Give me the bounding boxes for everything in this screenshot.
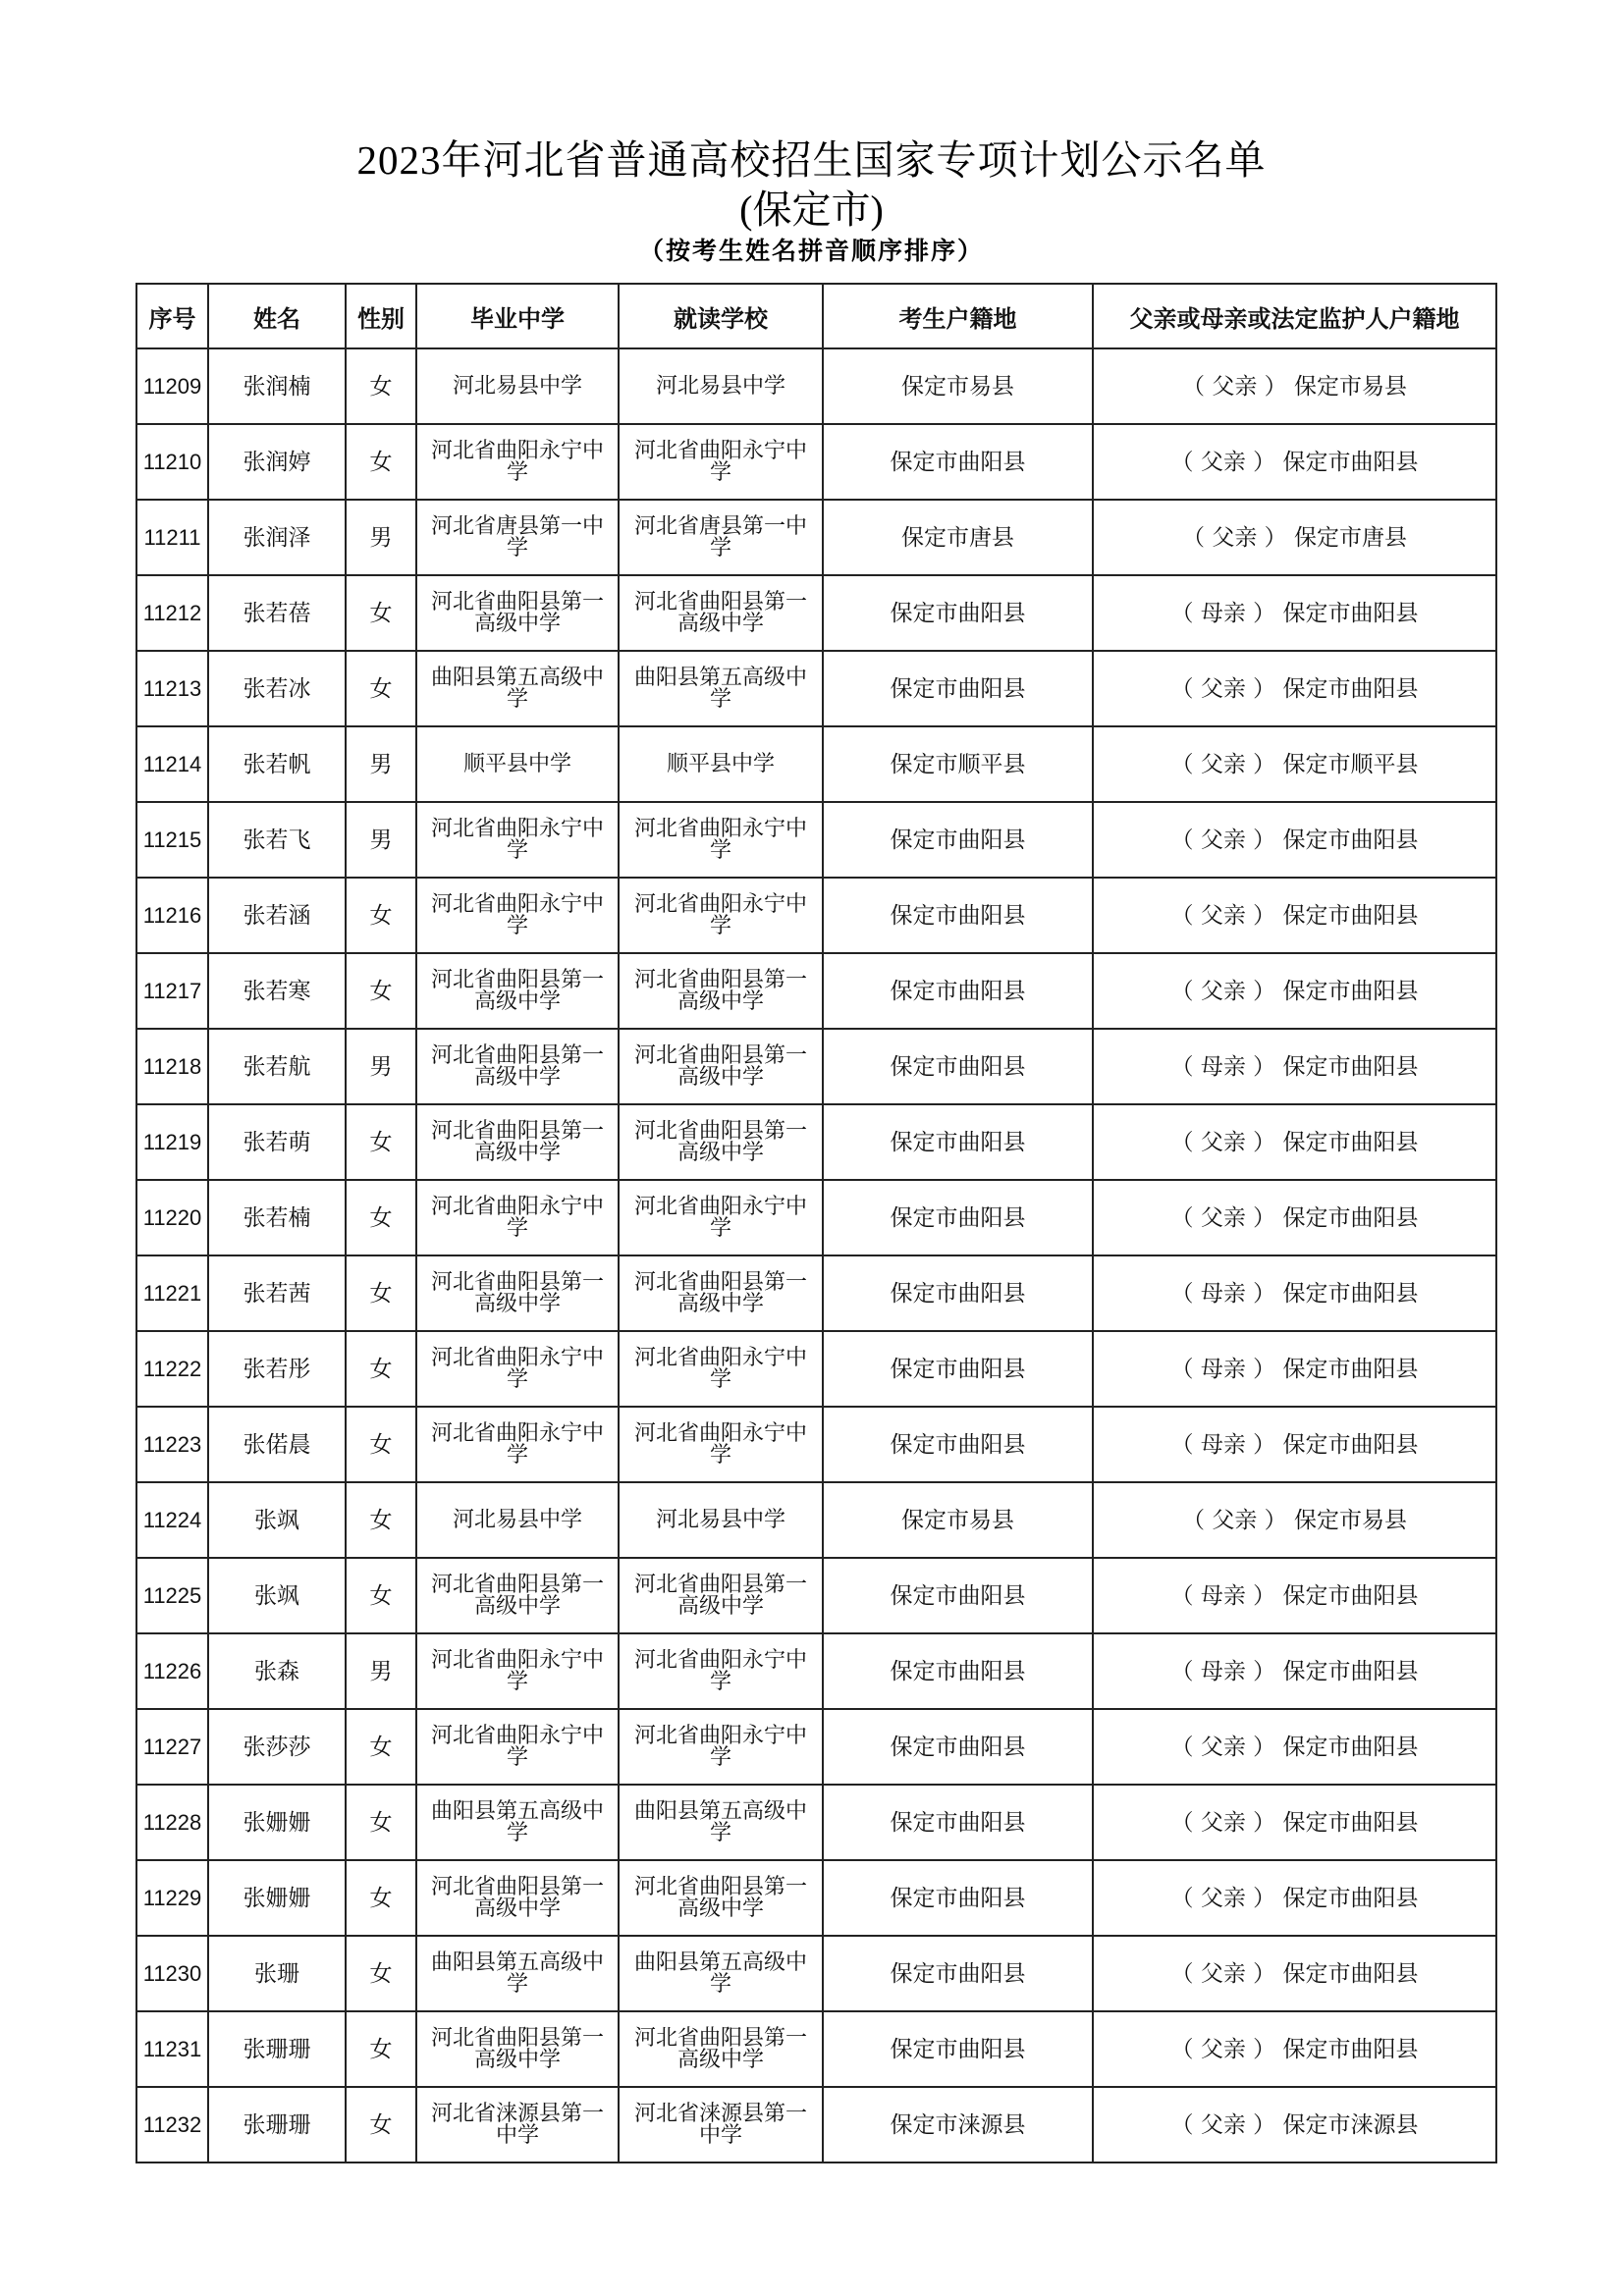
guardian-registration: （ 母亲 ） 保定市曲阳县 xyxy=(1093,1633,1496,1709)
row-index: 11229 xyxy=(136,1860,208,1936)
graduation-school: 河北省曲阳县第一高级中学 xyxy=(416,1104,619,1180)
student-name: 张若航 xyxy=(208,1029,346,1104)
table-header-row xyxy=(136,284,1496,348)
table-row xyxy=(136,1633,1496,1709)
current-school: 河北省曲阳县第一高级中学 xyxy=(619,575,823,651)
row-index: 11222 xyxy=(136,1331,208,1407)
household-registration: 保定市曲阳县 xyxy=(823,1633,1093,1709)
table-row xyxy=(136,953,1496,1029)
graduation-school: 河北省曲阳县第一高级中学 xyxy=(416,1558,619,1633)
gender: 女 xyxy=(346,348,416,424)
table-row xyxy=(136,1331,1496,1407)
gender: 女 xyxy=(346,1936,416,2011)
graduation-school: 河北省曲阳永宁中学 xyxy=(416,1633,619,1709)
graduation-school: 河北省唐县第一中学 xyxy=(416,500,619,575)
row-index: 11219 xyxy=(136,1104,208,1180)
current-school: 曲阳县第五高级中学 xyxy=(619,651,823,726)
gender: 男 xyxy=(346,500,416,575)
graduation-school: 河北省曲阳永宁中学 xyxy=(416,1407,619,1482)
row-index: 11225 xyxy=(136,1558,208,1633)
row-index: 11230 xyxy=(136,1936,208,2011)
current-school: 河北易县中学 xyxy=(619,1482,823,1558)
student-name: 张偌晨 xyxy=(208,1407,346,1482)
table-row xyxy=(136,1936,1496,2011)
household-registration: 保定市曲阳县 xyxy=(823,953,1093,1029)
guardian-registration: （ 父亲 ） 保定市顺平县 xyxy=(1093,726,1496,802)
student-name: 张润楠 xyxy=(208,348,346,424)
current-school: 河北省曲阳县第一高级中学 xyxy=(619,2011,823,2087)
household-registration: 保定市曲阳县 xyxy=(823,878,1093,953)
row-index: 11228 xyxy=(136,1785,208,1860)
header-graduation-school: 毕业中学 xyxy=(416,284,619,348)
row-index: 11231 xyxy=(136,2011,208,2087)
graduation-school: 顺平县中学 xyxy=(416,726,619,802)
header-household-registration: 考生户籍地 xyxy=(823,284,1093,348)
guardian-registration: （ 母亲 ） 保定市曲阳县 xyxy=(1093,575,1496,651)
row-index: 11213 xyxy=(136,651,208,726)
table-row xyxy=(136,1860,1496,1936)
guardian-registration: （ 母亲 ） 保定市曲阳县 xyxy=(1093,1331,1496,1407)
table-row xyxy=(136,726,1496,802)
table-row xyxy=(136,424,1496,500)
guardian-registration: （ 母亲 ） 保定市曲阳县 xyxy=(1093,1558,1496,1633)
graduation-school: 河北省曲阳县第一高级中学 xyxy=(416,575,619,651)
sort-note: （按考生姓名拼音顺序排序） xyxy=(638,237,984,265)
household-registration: 保定市涞源县 xyxy=(823,2087,1093,2163)
household-registration: 保定市曲阳县 xyxy=(823,1029,1093,1104)
household-registration: 保定市曲阳县 xyxy=(823,802,1093,878)
current-school: 河北省曲阳永宁中学 xyxy=(619,802,823,878)
header-current-school: 就读学校 xyxy=(619,284,823,348)
current-school: 河北省曲阳县第一高级中学 xyxy=(619,1558,823,1633)
gender: 女 xyxy=(346,1407,416,1482)
gender: 女 xyxy=(346,1558,416,1633)
current-school: 河北省曲阳县第一高级中学 xyxy=(619,1255,823,1331)
gender: 女 xyxy=(346,575,416,651)
graduation-school: 河北省曲阳永宁中学 xyxy=(416,1709,619,1785)
student-name: 张若蓓 xyxy=(208,575,346,651)
graduation-school: 河北省曲阳永宁中学 xyxy=(416,424,619,500)
table-row xyxy=(136,1180,1496,1255)
row-index: 11210 xyxy=(136,424,208,500)
gender: 女 xyxy=(346,1104,416,1180)
graduation-school: 河北易县中学 xyxy=(416,348,619,424)
header-name: 姓名 xyxy=(208,284,346,348)
row-index: 11209 xyxy=(136,348,208,424)
gender: 女 xyxy=(346,651,416,726)
guardian-registration: （ 父亲 ） 保定市曲阳县 xyxy=(1093,1860,1496,1936)
guardian-registration: （ 父亲 ） 保定市曲阳县 xyxy=(1093,1936,1496,2011)
candidate-table xyxy=(135,283,1497,2163)
document-title: 2023年河北省普通高校招生国家专项计划公示名单 xyxy=(356,137,1267,183)
gender: 女 xyxy=(346,1709,416,1785)
household-registration: 保定市曲阳县 xyxy=(823,1860,1093,1936)
table-row xyxy=(136,1255,1496,1331)
student-name: 张飒 xyxy=(208,1558,346,1633)
current-school: 河北省曲阳县第一高级中学 xyxy=(619,1860,823,1936)
household-registration: 保定市顺平县 xyxy=(823,726,1093,802)
student-name: 张飒 xyxy=(208,1482,346,1558)
student-name: 张若冰 xyxy=(208,651,346,726)
student-name: 张若楠 xyxy=(208,1180,346,1255)
student-name: 张姗姗 xyxy=(208,1860,346,1936)
current-school: 河北省曲阳县第一高级中学 xyxy=(619,1029,823,1104)
student-name: 张若帆 xyxy=(208,726,346,802)
table-row xyxy=(136,1407,1496,1482)
current-school: 曲阳县第五高级中学 xyxy=(619,1785,823,1860)
gender: 女 xyxy=(346,424,416,500)
table-row xyxy=(136,1104,1496,1180)
graduation-school: 河北省曲阳永宁中学 xyxy=(416,802,619,878)
guardian-registration: （ 母亲 ） 保定市曲阳县 xyxy=(1093,1407,1496,1482)
student-name: 张珊 xyxy=(208,1936,346,2011)
guardian-registration: （ 父亲 ） 保定市曲阳县 xyxy=(1093,878,1496,953)
current-school: 河北省曲阳永宁中学 xyxy=(619,1633,823,1709)
graduation-school: 曲阳县第五高级中学 xyxy=(416,651,619,726)
student-name: 张若涵 xyxy=(208,878,346,953)
graduation-school: 河北省曲阳永宁中学 xyxy=(416,878,619,953)
document-subtitle: (保定市) xyxy=(739,187,884,232)
current-school: 河北省曲阳永宁中学 xyxy=(619,1180,823,1255)
household-registration: 保定市曲阳县 xyxy=(823,651,1093,726)
current-school: 河北省唐县第一中学 xyxy=(619,500,823,575)
table-row xyxy=(136,1482,1496,1558)
row-index: 11218 xyxy=(136,1029,208,1104)
guardian-registration: （ 父亲 ） 保定市易县 xyxy=(1093,1482,1496,1558)
guardian-registration: （ 父亲 ） 保定市曲阳县 xyxy=(1093,953,1496,1029)
gender: 男 xyxy=(346,802,416,878)
table-row xyxy=(136,2011,1496,2087)
guardian-registration: （ 父亲 ） 保定市曲阳县 xyxy=(1093,1785,1496,1860)
graduation-school: 河北省曲阳县第一高级中学 xyxy=(416,1255,619,1331)
current-school: 曲阳县第五高级中学 xyxy=(619,1936,823,2011)
current-school: 河北省曲阳永宁中学 xyxy=(619,1709,823,1785)
household-registration: 保定市曲阳县 xyxy=(823,1936,1093,2011)
current-school: 顺平县中学 xyxy=(619,726,823,802)
table-row xyxy=(136,2087,1496,2163)
current-school: 河北省曲阳永宁中学 xyxy=(619,1331,823,1407)
graduation-school: 河北省曲阳县第一高级中学 xyxy=(416,953,619,1029)
row-index: 11227 xyxy=(136,1709,208,1785)
household-registration: 保定市易县 xyxy=(823,1482,1093,1558)
household-registration: 保定市曲阳县 xyxy=(823,1180,1093,1255)
current-school: 河北省涞源县第一中学 xyxy=(619,2087,823,2163)
guardian-registration: （ 父亲 ） 保定市曲阳县 xyxy=(1093,424,1496,500)
table-row xyxy=(136,802,1496,878)
household-registration: 保定市曲阳县 xyxy=(823,1104,1093,1180)
table-row xyxy=(136,348,1496,424)
row-index: 11220 xyxy=(136,1180,208,1255)
current-school: 河北省曲阳永宁中学 xyxy=(619,878,823,953)
student-name: 张若萌 xyxy=(208,1104,346,1180)
student-name: 张莎莎 xyxy=(208,1709,346,1785)
gender: 女 xyxy=(346,1255,416,1331)
current-school: 河北省曲阳永宁中学 xyxy=(619,424,823,500)
gender: 男 xyxy=(346,1633,416,1709)
household-registration: 保定市曲阳县 xyxy=(823,1558,1093,1633)
student-name: 张若寒 xyxy=(208,953,346,1029)
table-row xyxy=(136,1785,1496,1860)
row-index: 11215 xyxy=(136,802,208,878)
graduation-school: 河北易县中学 xyxy=(416,1482,619,1558)
household-registration: 保定市曲阳县 xyxy=(823,1709,1093,1785)
guardian-registration: （ 父亲 ） 保定市曲阳县 xyxy=(1093,2011,1496,2087)
header-gender: 性别 xyxy=(346,284,416,348)
table-row xyxy=(136,1558,1496,1633)
row-index: 11224 xyxy=(136,1482,208,1558)
student-name: 张润婷 xyxy=(208,424,346,500)
student-name: 张若茜 xyxy=(208,1255,346,1331)
header-guardian-registration: 父亲或母亲或法定监护人户籍地 xyxy=(1093,284,1496,348)
household-registration: 保定市曲阳县 xyxy=(823,575,1093,651)
student-name: 张润泽 xyxy=(208,500,346,575)
gender: 男 xyxy=(346,1029,416,1104)
household-registration: 保定市曲阳县 xyxy=(823,2011,1093,2087)
graduation-school: 曲阳县第五高级中学 xyxy=(416,1936,619,2011)
gender: 女 xyxy=(346,1860,416,1936)
graduation-school: 河北省涞源县第一中学 xyxy=(416,2087,619,2163)
household-registration: 保定市曲阳县 xyxy=(823,1331,1093,1407)
table-row xyxy=(136,1029,1496,1104)
gender: 女 xyxy=(346,1785,416,1860)
household-registration: 保定市唐县 xyxy=(823,500,1093,575)
student-name: 张森 xyxy=(208,1633,346,1709)
guardian-registration: （ 父亲 ） 保定市曲阳县 xyxy=(1093,802,1496,878)
row-index: 11223 xyxy=(136,1407,208,1482)
guardian-registration: （ 父亲 ） 保定市曲阳县 xyxy=(1093,651,1496,726)
row-index: 11217 xyxy=(136,953,208,1029)
household-registration: 保定市易县 xyxy=(823,348,1093,424)
guardian-registration: （ 父亲 ） 保定市曲阳县 xyxy=(1093,1709,1496,1785)
student-name: 张若彤 xyxy=(208,1331,346,1407)
row-index: 11214 xyxy=(136,726,208,802)
gender: 女 xyxy=(346,878,416,953)
student-name: 张珊珊 xyxy=(208,2011,346,2087)
household-registration: 保定市曲阳县 xyxy=(823,1785,1093,1860)
row-index: 11212 xyxy=(136,575,208,651)
household-registration: 保定市曲阳县 xyxy=(823,1407,1093,1482)
current-school: 河北易县中学 xyxy=(619,348,823,424)
row-index: 11226 xyxy=(136,1633,208,1709)
student-name: 张若飞 xyxy=(208,802,346,878)
guardian-registration: （ 母亲 ） 保定市曲阳县 xyxy=(1093,1255,1496,1331)
table-body xyxy=(136,348,1496,2163)
guardian-registration: （ 父亲 ） 保定市唐县 xyxy=(1093,500,1496,575)
graduation-school: 河北省曲阳县第一高级中学 xyxy=(416,1860,619,1936)
gender: 女 xyxy=(346,2087,416,2163)
header-index: 序号 xyxy=(136,284,208,348)
guardian-registration: （ 父亲 ） 保定市涞源县 xyxy=(1093,2087,1496,2163)
table-row xyxy=(136,878,1496,953)
gender: 女 xyxy=(346,1482,416,1558)
row-index: 11211 xyxy=(136,500,208,575)
gender: 女 xyxy=(346,1331,416,1407)
gender: 男 xyxy=(346,726,416,802)
graduation-school: 河北省曲阳县第一高级中学 xyxy=(416,1029,619,1104)
row-index: 11221 xyxy=(136,1255,208,1331)
table-row xyxy=(136,500,1496,575)
current-school: 河北省曲阳县第一高级中学 xyxy=(619,953,823,1029)
student-name: 张姗姗 xyxy=(208,1785,346,1860)
row-index: 11216 xyxy=(136,878,208,953)
household-registration: 保定市曲阳县 xyxy=(823,424,1093,500)
gender: 女 xyxy=(346,2011,416,2087)
gender: 女 xyxy=(346,1180,416,1255)
guardian-registration: （ 母亲 ） 保定市曲阳县 xyxy=(1093,1029,1496,1104)
graduation-school: 曲阳县第五高级中学 xyxy=(416,1785,619,1860)
guardian-registration: （ 父亲 ） 保定市曲阳县 xyxy=(1093,1104,1496,1180)
graduation-school: 河北省曲阳永宁中学 xyxy=(416,1331,619,1407)
gender: 女 xyxy=(346,953,416,1029)
table-row xyxy=(136,1709,1496,1785)
guardian-registration: （ 父亲 ） 保定市曲阳县 xyxy=(1093,1180,1496,1255)
household-registration: 保定市曲阳县 xyxy=(823,1255,1093,1331)
student-name: 张珊珊 xyxy=(208,2087,346,2163)
row-index: 11232 xyxy=(136,2087,208,2163)
current-school: 河北省曲阳县第一高级中学 xyxy=(619,1104,823,1180)
graduation-school: 河北省曲阳永宁中学 xyxy=(416,1180,619,1255)
current-school: 河北省曲阳永宁中学 xyxy=(619,1407,823,1482)
table-row xyxy=(136,651,1496,726)
graduation-school: 河北省曲阳县第一高级中学 xyxy=(416,2011,619,2087)
table-row xyxy=(136,575,1496,651)
guardian-registration: （ 父亲 ） 保定市易县 xyxy=(1093,348,1496,424)
